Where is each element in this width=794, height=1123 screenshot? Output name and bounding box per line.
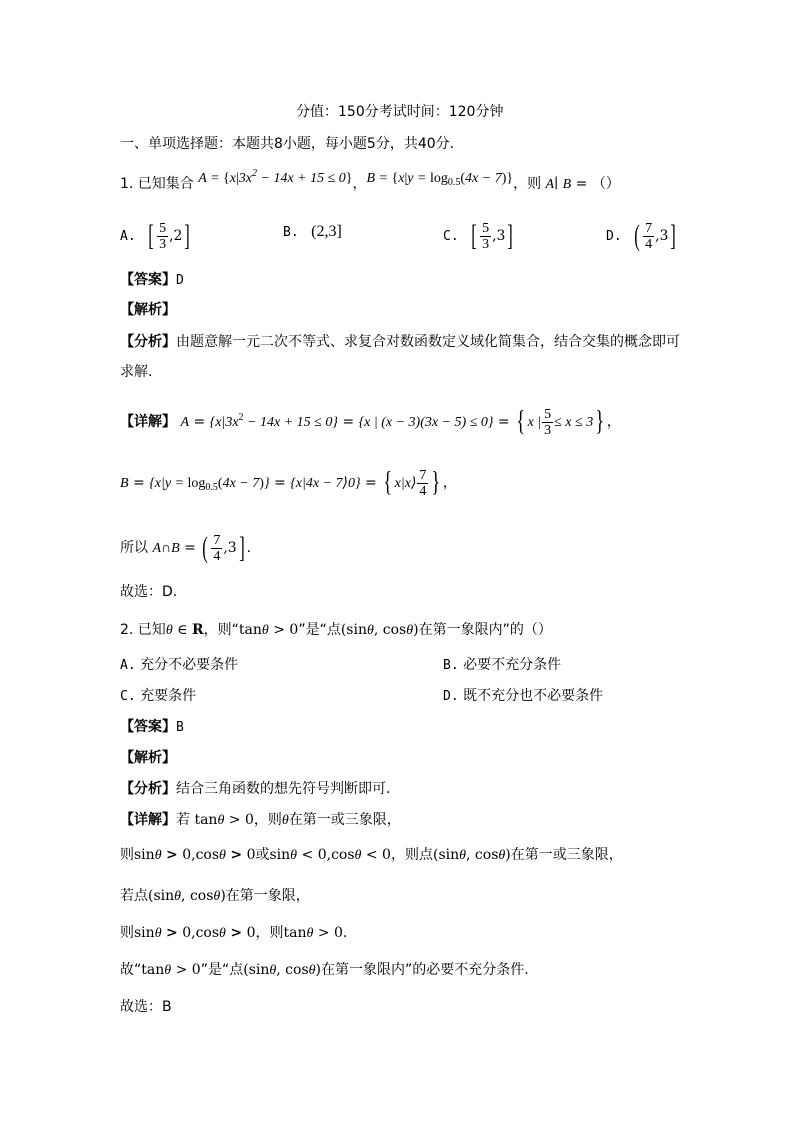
question-1-answer bbox=[120, 270, 184, 291]
question-1-fenxi-cont: 求解. bbox=[120, 364, 153, 380]
fenxi-text: 由题意解一元二次不等式、求复合对数函数定义域化简集合，结合交集的概念即可 bbox=[176, 334, 680, 350]
question-2-option-d[interactable]: D. 既不充分也不必要条件 bbox=[443, 688, 604, 704]
analysis-label: 【解析】 bbox=[120, 750, 176, 766]
question-1-option-a[interactable]: A. [ $\frac{5}{3}$ ,2] bbox=[120, 219, 191, 252]
question-2-option-b[interactable]: B. 必要不充分条件 bbox=[443, 657, 562, 673]
question-1-number: 1. 已知集合 bbox=[120, 176, 194, 192]
question-1-option-d[interactable]: D. ( $\frac{7}{4}$ ,3] bbox=[606, 219, 677, 252]
detail-label: 【详解】 bbox=[120, 812, 176, 828]
question-1-detail-a: 【详解】 $A = \{x|3x^2 - 14x + 15 \le 0\} = \{x$ | (x − 3)(3x − 5) ≤ 0} = { x | $\frac{5}{3}$ ≤ x ≤ 3} ， bbox=[120, 406, 621, 438]
question-2-detail-1: 【详解】若 tanθ > 0，则θ在第一或三象限， bbox=[120, 812, 401, 828]
question-1-option-b[interactable]: B. (2,3] bbox=[283, 223, 342, 240]
question-2-option-a[interactable]: A. 充分不必要条件 bbox=[120, 657, 239, 673]
question-2-detail-5: 故“tanθ > 0”是“点(sinθ, cosθ)在第一象限内”的必要不充分条件. bbox=[120, 962, 529, 978]
question-2-option-c[interactable]: C. 充要条件 bbox=[120, 688, 197, 704]
question-2-stem: 2. 已知θ ∈ R，则“tanθ > 0”是“点(sinθ, cosθ)在第一象限内”的（） bbox=[120, 622, 552, 638]
question-2-number: 2. 已知 bbox=[120, 622, 166, 638]
question-2-detail-3: 若点(sinθ, cosθ)在第一象限， bbox=[120, 888, 310, 904]
exam-info-header: 分值：150分考试时间：120分钟 bbox=[296, 104, 504, 120]
question-2-answer bbox=[120, 717, 184, 738]
answer-label: 【答案】 bbox=[120, 719, 176, 735]
fenxi-label: 【分析】 bbox=[120, 781, 176, 797]
question-1-detail-b: $B = \{x|y = \log_{0.5}(4x - 7)\} = \{x|4x$ − 7⟩0} = { x|x⟩ $\frac{7}{4}$ } ， bbox=[120, 467, 457, 499]
question-2-detail-4: 则sinθ > 0,cosθ > 0，则tanθ > 0. bbox=[120, 925, 348, 941]
section-title: 一、单项选择题：本题共8小题，每小题5分，共40分． bbox=[120, 136, 464, 152]
answer-label: 【答案】 bbox=[120, 272, 176, 288]
question-1-option-c[interactable]: C. [ $\frac{5}{3}$ ,3] bbox=[443, 219, 514, 252]
question-1-set-a: $A = \{x|3x^2 - 14x + 15 \le 0\}$ bbox=[198, 168, 353, 186]
question-1-result: 所以 A∩B = ( $\frac{7}{4}$ ,3] . bbox=[120, 531, 252, 564]
question-1-choose: 故选：D. bbox=[120, 584, 178, 600]
fenxi-text: 结合三角函数的想先符号判断即可. bbox=[176, 781, 391, 797]
answer-value: B bbox=[176, 720, 184, 735]
question-2-detail-2: 则sinθ > 0,cosθ > 0或sinθ < 0,cosθ < 0，则点(sinθ, cosθ)在第一或三象限， bbox=[120, 847, 623, 863]
question-1-set-b: $B = \{x|y = \log_{0.5}(4x - 7)\}$ bbox=[366, 171, 514, 188]
analysis-label: 【解析】 bbox=[120, 302, 176, 318]
question-1-fenxi bbox=[120, 332, 680, 352]
answer-value: D bbox=[176, 273, 184, 288]
question-1-stem: 1. 已知集合 $A = \{x|3x^2 - 14x + 15 \le 0\}$，$B = \{x|y = \log_{0.5}(4x - 7)\}$，则 A∣ B = （） bbox=[120, 168, 620, 192]
question-2-fenxi bbox=[120, 779, 390, 799]
question-2-choose: 故选：B bbox=[120, 999, 172, 1015]
fenxi-label: 【分析】 bbox=[120, 334, 176, 350]
so-label: 所以 bbox=[120, 540, 148, 556]
detail-label: 【详解】 bbox=[120, 414, 176, 430]
